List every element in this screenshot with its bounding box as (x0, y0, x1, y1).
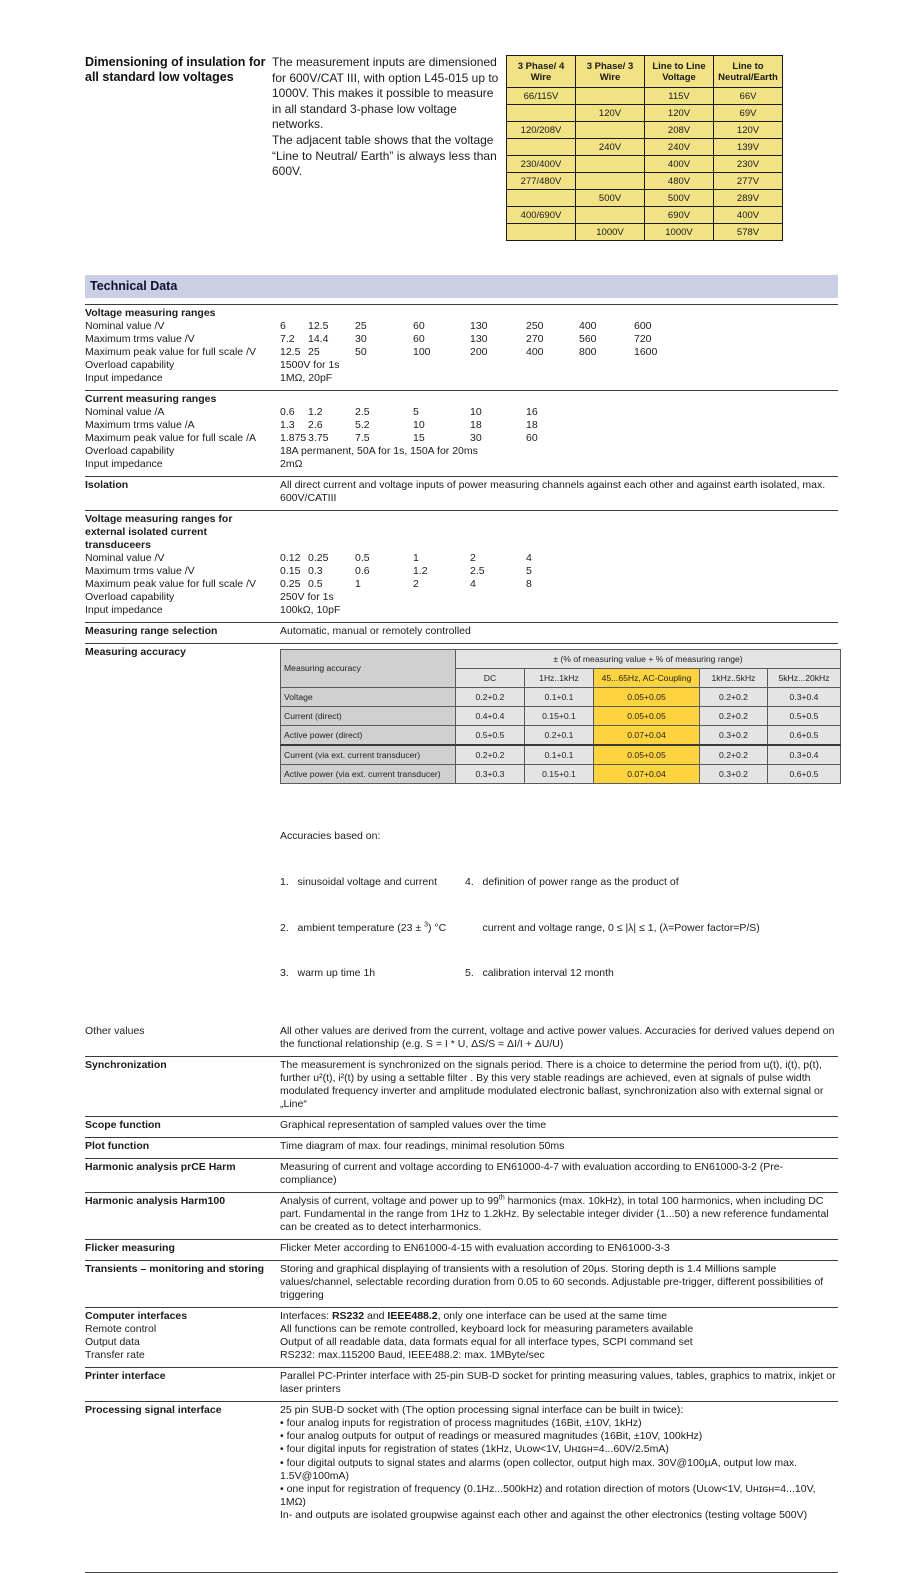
accuracy-col-header: 5kHz...20kHz (768, 669, 841, 688)
spec-row (85, 445, 838, 458)
section-label: Processing signal interface (85, 1403, 222, 1416)
note-4b: current and voltage range, 0 ≤ |λ| ≤ 1, (λ=Power factor=P/S) (465, 921, 760, 934)
spec-row-label: Input impedance (85, 458, 163, 470)
voltage-cell: 66/115V (507, 88, 576, 105)
processing-outro: In- and outputs are isolated groupwise against each other and against the other electronics (testing voltage 500V) (280, 1509, 808, 1522)
processing-bullet: • four analog inputs for registration of process magnitudes (16Bit, ±10V, 1kHz) (280, 1417, 642, 1430)
note-4a: 4. definition of power range as the product of (465, 876, 679, 888)
spec-row-values: 0.25 0.5 1 2 4 8 (280, 578, 532, 590)
voltage-levels-table (506, 55, 783, 241)
voltage-cell (576, 122, 645, 139)
intro-heading: Dimensioning of insulation for all standard low voltages (85, 55, 266, 84)
accuracy-notes-right (465, 799, 841, 1012)
processing-bullet: • four digital outputs to signal states and alarms (open collector, output high max. 30V@100µA, output low max. 1.5V@100mA) (280, 1456, 798, 1482)
section-computer-interfaces (85, 1307, 838, 1367)
section-label: Scope function (85, 1118, 161, 1131)
accuracy-col-header: 1kHz..5kHz (700, 669, 768, 688)
voltage-cell: 277/480V (507, 173, 576, 190)
voltage-cell: 240V (576, 139, 645, 156)
accuracy-col-header-highlight: 45...65Hz, AC-Coupling (594, 669, 700, 688)
spec-row-text: Automatic, manual or remotely controlled (280, 625, 471, 637)
accuracy-row: Current (direct) 0.4+0.4 0.15+0.1 0.05+0.05 0.2+0.2 0.5+0.5 (281, 707, 841, 726)
voltage-cell (576, 173, 645, 190)
spec-row (85, 1310, 838, 1323)
spec-row-text: The measurement is synchronized on the signals period. There is a choice to determine the period from u(t), i(t), p(t), further u²(t), i²(t) by using a settable filter . By this very stable readings are achieved, even at signals of pulse width modulated frequency inverter and amplitude modulated electronic ballast, synchronization also with external signal or „Line“ (280, 1058, 824, 1110)
voltage-cell: 120V (576, 105, 645, 122)
spec-row-text: 1MΩ, 20pF (280, 372, 333, 384)
spec-row (85, 604, 838, 617)
spec-row (85, 346, 838, 359)
spec-row-text: Output of all readable data, data formats equal for all interface types, SCPI command set (280, 1335, 693, 1348)
spec-row-label: Overload capability (85, 591, 175, 603)
spec-row-label: Transfer rate (85, 1348, 145, 1361)
voltage-cell: 115V (645, 88, 714, 105)
spec-row (85, 419, 838, 432)
section-range-selection (85, 622, 838, 643)
voltage-cell: 690V (645, 207, 714, 224)
accuracy-col-header: DC (456, 669, 525, 688)
accuracy-content (280, 646, 841, 1012)
spec-row (85, 432, 838, 445)
section-scope-function (85, 1116, 838, 1137)
spec-row-label: Output data (85, 1335, 140, 1348)
section-plot-function (85, 1137, 838, 1158)
spec-row-label: Maximum trms value /V (85, 565, 195, 577)
spec-row-text: Storing and graphical displaying of transients with a resolution of 20µs. Storing depth is 1.4 Millions sample values/channel, selectable recording duration from 0.05 to 60 seconds. Adjustable pre-trigger, different possibilities of triggering (280, 1262, 824, 1301)
spec-row-text: Graphical representation of sampled values over the time (280, 1118, 547, 1131)
section-processing-signal-interface (85, 1401, 838, 1528)
spec-row-text: Analysis of current, voltage and power up to 99th harmonics (max. 10kHz), in total 100 harmonics, when including DC part. Fundamental in the range from 1Hz to 1.2kHz. By selectable integer divider (1...50) a new reference fundamental can be created as to detect interharmonics. (280, 1194, 829, 1233)
voltage-table-row (507, 122, 783, 139)
voltage-cell (507, 190, 576, 207)
section-label: Current measuring ranges (85, 393, 217, 405)
spec-row (85, 591, 838, 604)
spec-row (85, 578, 838, 591)
section-label: Measuring accuracy (85, 646, 186, 658)
spec-row-text: 1500V for 1s (280, 359, 340, 371)
spec-row-label: Maximum peak value for full scale /V (85, 578, 256, 590)
section-label: Voltage measuring ranges (85, 307, 216, 319)
intro-section (85, 55, 838, 241)
voltage-table-header: Line to Neutral/Earth (714, 56, 783, 88)
voltage-cell (576, 207, 645, 224)
spec-row-text: All direct current and voltage inputs of power measuring channels against each other and against earth isolated, max. 600V/CATIII (280, 479, 826, 504)
spec-row-text: 250V for 1s (280, 591, 334, 603)
voltage-cell: 1000V (645, 224, 714, 241)
spec-row-label: Input impedance (85, 604, 163, 616)
intro-paragraph-1: The measurement inputs are dimensioned for 600V/CAT III, with option L45-015 up to 1000V. This makes it possible to measure in all standard 3-phase low voltage networks. (272, 55, 499, 132)
spec-row-label: Nominal value /V (85, 320, 165, 332)
section-label: Transients – monitoring and storing (85, 1262, 265, 1275)
voltage-cell: 578V (714, 224, 783, 241)
accuracy-row: Active power (via ext. current transducer) 0.3+0.3 0.15+0.1 0.07+0.04 0.3+0.2 0.6+0.5 (281, 765, 841, 784)
voltage-cell: 400/690V (507, 207, 576, 224)
spec-row-values: 0.12 0.25 0.5 1 2 4 (280, 552, 532, 564)
voltage-cell: 289V (714, 190, 783, 207)
section-label: Measuring range selection (85, 625, 218, 637)
voltage-cell (507, 224, 576, 241)
processing-content (280, 1404, 838, 1523)
section-harmonic-prce (85, 1158, 838, 1192)
voltage-table-header: 3 Phase/ 3 Wire (576, 56, 645, 88)
section-label: Flicker measuring (85, 1241, 175, 1254)
voltage-table-row (507, 190, 783, 207)
spec-row-label: Maximum trms value /V (85, 333, 195, 345)
voltage-table-row (507, 173, 783, 190)
accuracy-corner-cell: Measuring accuracy (281, 650, 456, 688)
note-1: 1. sinusoidal voltage and current (280, 876, 438, 889)
voltage-cell: 277V (714, 173, 783, 190)
spec-row-values: 1.3 2.6 5.2 10 18 18 (280, 419, 538, 431)
accuracy-span-header: ± (% of measuring value + % of measuring range) (456, 650, 841, 669)
section-label: Harmonic analysis Harm100 (85, 1194, 226, 1207)
accuracy-row: Current (via ext. current transducer) 0.2+0.2 0.1+0.1 0.05+0.05 0.2+0.2 0.3+0.4 (281, 745, 841, 765)
spec-row (85, 406, 838, 419)
notes-right-spacer (465, 829, 841, 844)
accuracy-notes-left (280, 799, 465, 1012)
spec-row-label: Overload capability (85, 445, 175, 457)
spec-row-text: Time diagram of max. four readings, minimal resolution 50ms (280, 1139, 565, 1152)
spec-row-values: 0.15 0.3 0.6 1.2 2.5 5 (280, 565, 532, 577)
processing-bullet: • four analog outputs for output of readings or measured magnitudes (16Bit, ±10V, 100kHz) (280, 1430, 703, 1443)
spec-row-text: Measuring of current and voltage according to EN61000-4-7 with evaluation according to EN61000-3-2 (Pre-compliance) (280, 1160, 784, 1186)
spec-row-values: 7.2 14.4 30 60 130 270 560 720 (280, 333, 652, 345)
voltage-table-row (507, 224, 783, 241)
voltage-table-header-row (507, 56, 783, 88)
voltage-cell: 69V (714, 105, 783, 122)
section-label: Isolation (85, 479, 129, 491)
voltage-cell: 208V (645, 122, 714, 139)
section-current-measuring-ranges (85, 390, 838, 476)
voltage-table-row (507, 105, 783, 122)
spec-row (85, 320, 838, 333)
accuracy-row: Voltage 0.2+0.2 0.1+0.1 0.05+0.05 0.2+0.2 0.3+0.4 (281, 688, 841, 707)
spec-row-text: 100kΩ, 10pF (280, 604, 341, 616)
spec-row (85, 1323, 838, 1336)
intro-paragraph-2: The adjacent table shows that the voltage “Line to Neutral/ Earth” is always less than 600V. (272, 132, 497, 179)
spec-row (85, 359, 838, 372)
technical-data-header-bar (85, 275, 838, 298)
section-label: Voltage measuring ranges for external isolated current transduceers (85, 513, 233, 551)
computer-interfaces-text: Interfaces: RS232 and IEEE488.2, only one interface can be used at the same time (280, 1309, 668, 1322)
spec-row (85, 372, 838, 385)
voltage-cell: 230/400V (507, 156, 576, 173)
spec-row-text: Parallel PC-Printer interface with 25-pin SUB-D socket for printing measuring values, tables, graphics to matrix, inkjet or laser printers (280, 1369, 836, 1395)
accuracy-notes (280, 799, 841, 1012)
spec-row-values: 0.6 1.2 2.5 5 10 16 (280, 406, 538, 418)
spec-row-values: 1.875 3.75 7.5 15 30 60 (280, 432, 538, 444)
spec-row (85, 1349, 838, 1362)
spec-row-label: Remote control (85, 1322, 157, 1335)
spec-row (85, 565, 838, 578)
voltage-table-header: 3 Phase/ 4 Wire (507, 56, 576, 88)
section-label: Harmonic analysis prCE Harm (85, 1160, 236, 1173)
accuracy-table (280, 649, 841, 784)
section-label: Synchronization (85, 1058, 167, 1071)
spec-row-values: 12.5 25 50 100 200 400 800 1600 (280, 346, 658, 358)
voltage-table-row (507, 156, 783, 173)
spec-row-values: 6 12.5 25 60 130 250 400 600 (280, 320, 652, 332)
section-label: Plot function (85, 1139, 150, 1152)
section-voltage-measuring-ranges (85, 304, 838, 390)
section-harmonic-harm100 (85, 1192, 838, 1239)
spec-row (85, 552, 838, 565)
datasheet-page (85, 55, 838, 1573)
voltage-cell: 66V (714, 88, 783, 105)
voltage-cell: 400V (714, 207, 783, 224)
section-printer-interface (85, 1367, 838, 1401)
voltage-cell (507, 105, 576, 122)
section-synchronization (85, 1056, 838, 1116)
section-isolation (85, 476, 838, 510)
spec-row-label: Maximum trms value /A (85, 419, 195, 431)
section-label: Printer interface (85, 1369, 166, 1382)
voltage-cell: 1000V (576, 224, 645, 241)
spec-row (85, 1336, 838, 1349)
voltage-cell: 120V (714, 122, 783, 139)
voltage-cell (576, 88, 645, 105)
section-measuring-accuracy (85, 643, 838, 1056)
voltage-cell: 500V (645, 190, 714, 207)
section-label: Computer interfaces (85, 1309, 188, 1322)
processing-bullet: • four digital inputs for registration of states (1kHz, Uʟᴏᴡ<1V, Uʜɪɢʜ=4...60V/2.5mA) (280, 1443, 669, 1456)
voltage-cell: 120V (645, 105, 714, 122)
notes-title: Accuracies based on: (280, 830, 381, 843)
voltage-cell: 400V (645, 156, 714, 173)
spec-row-text: Flicker Meter according to EN61000-4-15 with evaluation according to EN61000-3-3 (280, 1241, 670, 1254)
spec-row-label: Other values (85, 1024, 145, 1037)
voltage-cell: 240V (645, 139, 714, 156)
spec-row-label: Nominal value /A (85, 406, 165, 418)
intro-paragraph (272, 55, 506, 180)
spec-row-text: 18A permanent, 50A for 1s, 150A for 20ms (280, 445, 478, 457)
voltage-cell: 139V (714, 139, 783, 156)
spec-row-label: Maximum peak value for full scale /V (85, 346, 256, 358)
accuracy-row: Active power (direct) 0.5+0.5 0.2+0.1 0.07+0.04 0.3+0.2 0.6+0.5 (281, 726, 841, 746)
voltage-table-row (507, 139, 783, 156)
voltage-table-row (507, 207, 783, 224)
accuracy-col-header: 1Hz..1kHz (525, 669, 594, 688)
voltage-cell: 230V (714, 156, 783, 173)
voltage-cell: 500V (576, 190, 645, 207)
other-values-row (85, 1025, 838, 1051)
section-transducer-ranges (85, 510, 838, 622)
processing-intro: 25 pin SUB-D socket with (The option processing signal interface can be built in twice): (280, 1403, 684, 1416)
processing-bullet: • one input for registration of frequency (0.1Hz...500kHz) and rotation direction of motors (Uʟᴏᴡ<1V, Uʜɪɢʜ=4...10V, 1MΩ) (280, 1483, 816, 1509)
spec-row (85, 333, 838, 346)
spec-row-label: Nominal value /V (85, 552, 165, 564)
spec-row-label: Maximum peak value for full scale /A (85, 432, 256, 444)
spec-row-label: Input impedance (85, 372, 163, 384)
spec-row-text: All functions can be remote controlled, keyboard lock for measuring parameters available (280, 1322, 694, 1335)
spec-row-text: All other values are derived from the current, voltage and active power values. Accuracies for derived values depend on the functional relationship (e.g. S = I * U, ΔS/S = ΔI/I + ΔU/U) (280, 1024, 835, 1050)
voltage-cell (576, 156, 645, 173)
accuracy-header-row (281, 650, 841, 669)
spec-row (85, 458, 838, 471)
spec-row-text: 2mΩ (280, 458, 303, 470)
technical-data-title: Technical Data (90, 279, 178, 293)
note-5: 5. calibration interval 12 month (465, 967, 614, 980)
section-flicker (85, 1239, 838, 1260)
voltage-table-row (507, 88, 783, 105)
voltage-cell: 120/208V (507, 122, 576, 139)
section-transients (85, 1260, 838, 1307)
voltage-cell: 480V (645, 173, 714, 190)
voltage-cell (507, 139, 576, 156)
spec-row-label: Overload capability (85, 359, 175, 371)
note-2: 2. ambient temperature (23 ± $^3$) °C (280, 921, 447, 934)
spec-row-text: RS232: max.115200 Baud, IEEE488.2: max. 1MByte/sec (280, 1348, 545, 1361)
voltage-table-header: Line to Line Voltage (645, 56, 714, 88)
note-3: 3. warm up time 1h (280, 967, 376, 980)
